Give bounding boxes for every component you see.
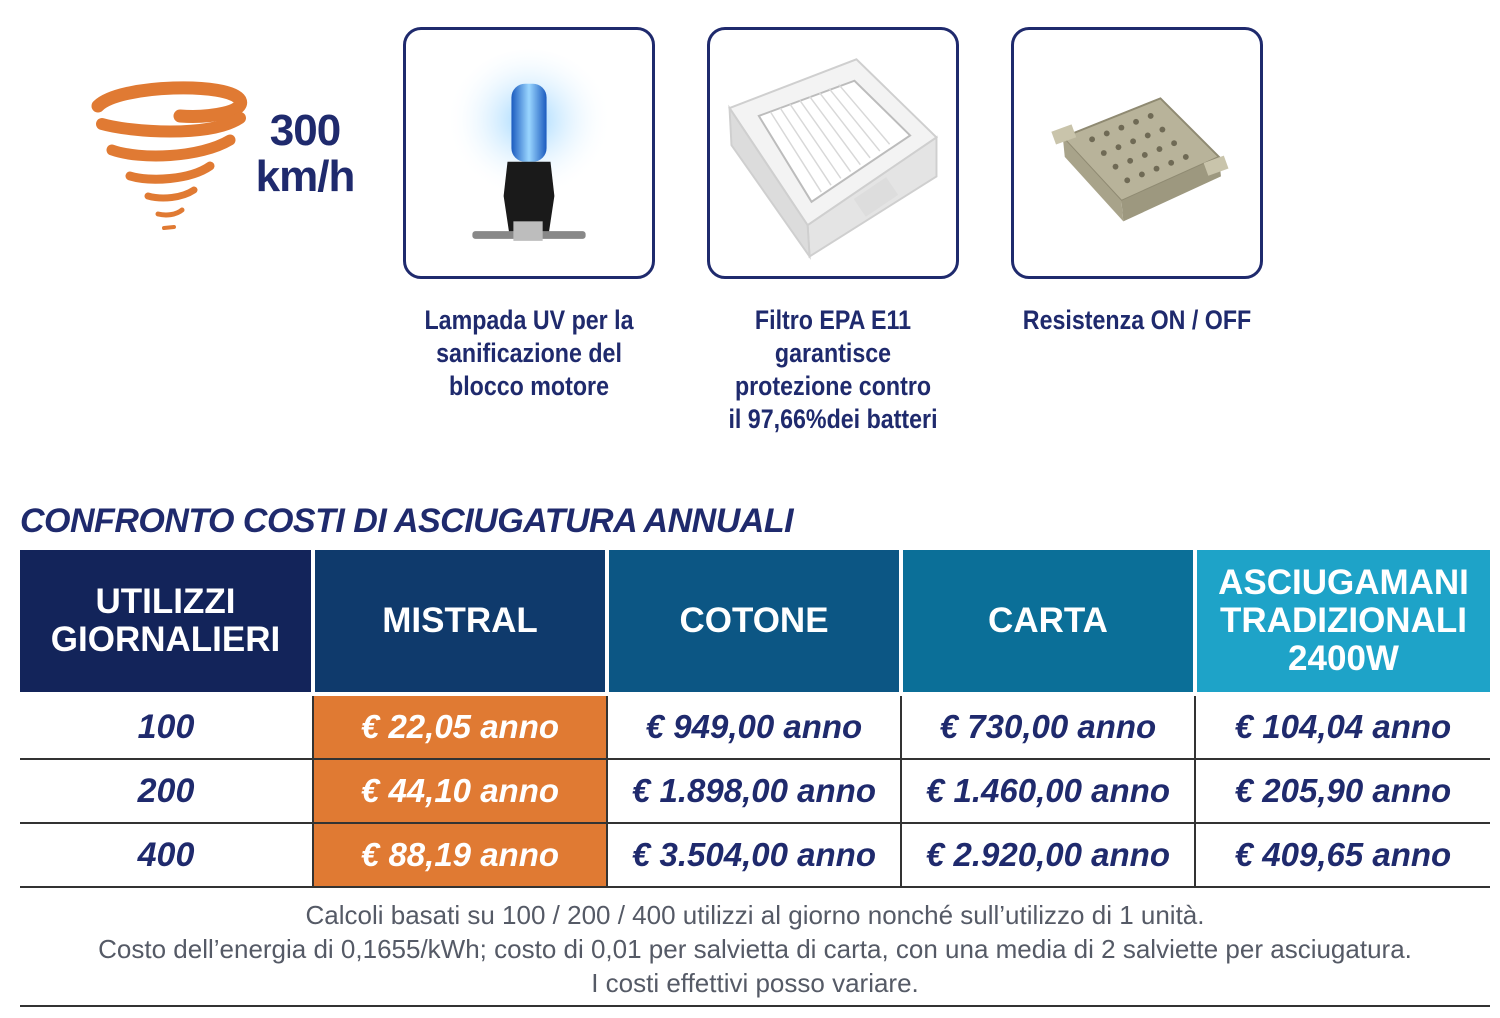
carta-cost-cell: € 1.460,00 anno [901, 759, 1195, 823]
uses-cell: 200 [20, 759, 313, 823]
uv-lamp-image [403, 27, 655, 279]
speed-value: 300 [269, 106, 341, 155]
feature-caption-heating [1008, 304, 1266, 337]
footnotes [20, 898, 1490, 1000]
caption-line: Filtro EPA E11 [754, 305, 912, 335]
header-traditional-dryers: ASCIUGAMANI TRADIZIONALI 2400W [1195, 550, 1490, 694]
tornado-icon [90, 78, 250, 238]
footnote-line: I costi effettivi posso variare. [591, 968, 919, 998]
mistral-cost-cell: € 88,19 anno [313, 823, 607, 887]
header-daily-uses: UTILIZZI GIORNALIERI [20, 550, 313, 694]
uses-cell: 100 [20, 694, 313, 759]
caption-line: blocco motore [449, 371, 609, 401]
carta-cost-cell: € 2.920,00 anno [901, 823, 1195, 887]
caption-line: protezione contro [734, 371, 932, 401]
traditional-cost-cell: € 205,90 anno [1195, 759, 1490, 823]
header-mistral: MISTRAL [313, 550, 607, 694]
feature-caption-uv-lamp [400, 304, 658, 403]
heating-element-image [1011, 27, 1263, 279]
speed-unit: km/h [255, 152, 355, 201]
traditional-cost-cell: € 409,65 anno [1195, 823, 1490, 887]
footnote-line: Costo dell’energia di 0,1655/kWh; costo di 0,01 per salvietta di carta, con una media di 2 salviette per asciugatura. [98, 934, 1412, 964]
carta-cost-cell: € 730,00 anno [901, 694, 1195, 759]
footnote-line: Calcoli basati su 100 / 200 / 400 utilizzi al giorno nonché sull’utilizzo di 1 unità. [305, 900, 1205, 930]
caption-line: il 97,66%dei batteri [728, 404, 938, 434]
epa-filter-image [707, 27, 959, 279]
feature-caption-epa-filter [704, 304, 962, 436]
table-row [20, 694, 1490, 759]
table-row [20, 823, 1490, 887]
table-row [20, 759, 1490, 823]
mistral-cost-cell: € 44,10 anno [313, 759, 607, 823]
speed-label [240, 108, 370, 200]
header-cotone: COTONE [607, 550, 901, 694]
mistral-cost-cell: € 22,05 anno [313, 694, 607, 759]
bottom-divider [20, 1005, 1490, 1007]
table-header-row [20, 550, 1490, 694]
cost-comparison-table [20, 550, 1490, 888]
cotone-cost-cell: € 1.898,00 anno [607, 759, 901, 823]
caption-line: Lampada UV per la [424, 305, 634, 335]
uses-cell: 400 [20, 823, 313, 887]
cotone-cost-cell: € 949,00 anno [607, 694, 901, 759]
caption-line: Resistenza ON / OFF [1022, 305, 1252, 335]
cotone-cost-cell: € 3.504,00 anno [607, 823, 901, 887]
section-title: CONFRONTO COSTI DI ASCIUGATURA ANNUALI [20, 502, 794, 540]
traditional-cost-cell: € 104,04 anno [1195, 694, 1490, 759]
caption-line: sanificazione del [436, 338, 622, 368]
header-carta: CARTA [901, 550, 1195, 694]
caption-line: garantisce [774, 338, 892, 368]
